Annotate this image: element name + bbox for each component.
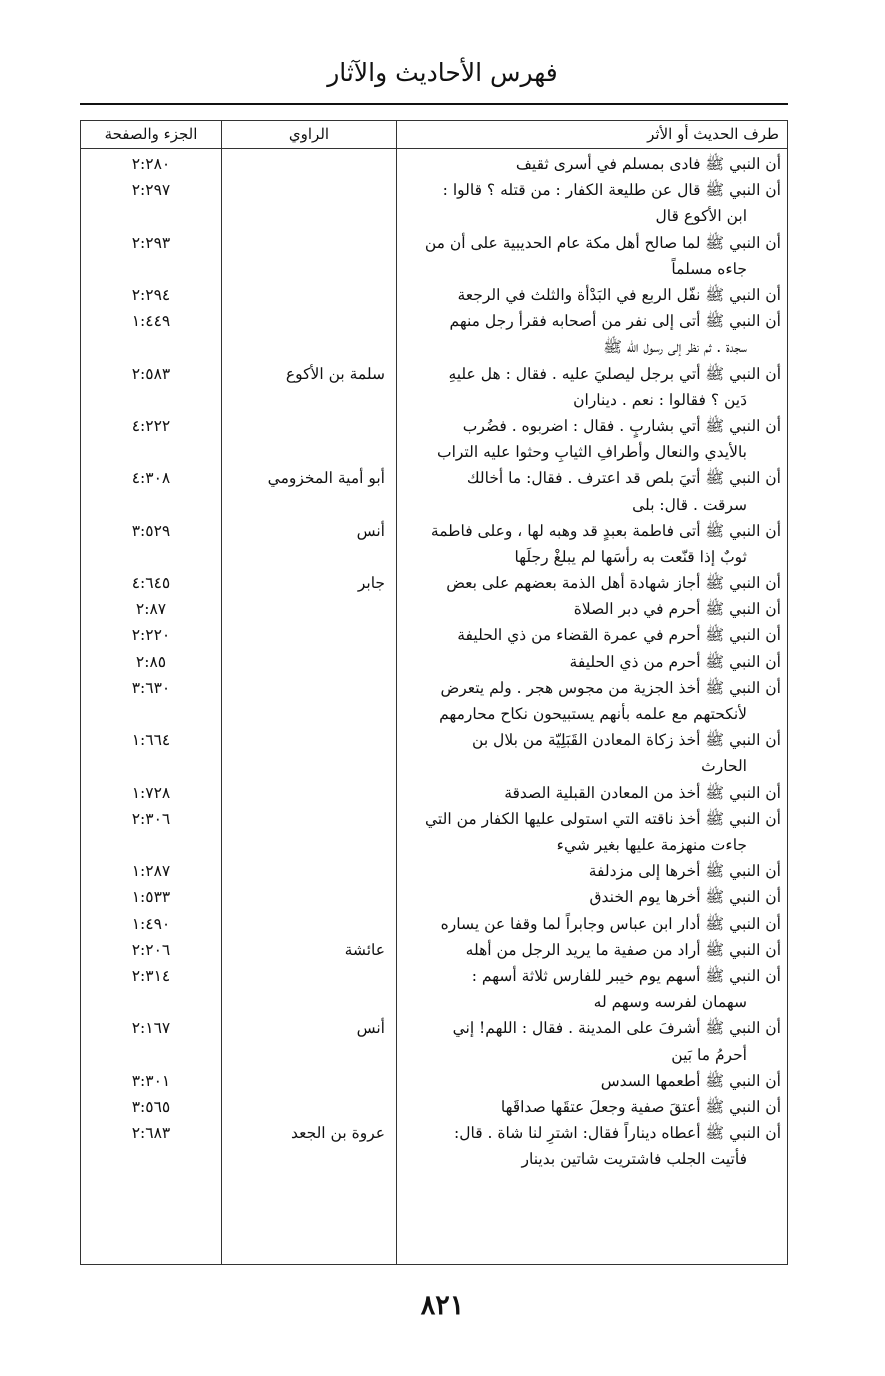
hadith-text-line: أن النبي ﷺ أراد من صفية ما يريد الرجل من أهله [465,940,781,959]
table-row [81,622,787,648]
narrator-cell: عروة بن الجعد [290,1124,385,1143]
hadith-text-continuation: دَين ؟ فقالوا : نعم . ديناران [573,390,747,409]
narrator-cell: أنس [356,1019,385,1038]
volume-page-cell: ٢:٣١٤ [131,966,171,985]
header-divider [81,148,787,149]
narrator-cell: أبو أمية المخزومي [267,469,385,488]
table-row [81,282,787,308]
hadith-text-continuation: ثوبٌ إذا قنّعت به رأسَها لم يبلغْ رجلَها [514,547,747,566]
hadith-text-cell [396,282,781,308]
hadith-text-cell [396,884,781,910]
column-header-text: طرف الحديث أو الأثر [647,125,779,143]
volume-page-cell: ٢:٢٢٠ [131,626,171,645]
table-row [81,858,787,884]
table-row [81,727,787,779]
hadith-text-cell [396,570,781,596]
hadith-text-line: أن النبي ﷺ قال عن طليعة الكفار : من قتله ؟ قالوا : [442,181,781,200]
hadith-text-continuation: سرقت . قال: بلى [632,495,747,514]
hadith-text-cell [396,151,781,177]
hadith-text-line: أن النبي ﷺ أتيَ بلص قد اعترف . فقال: ما أخالك [466,469,781,488]
hadith-text-cell [396,911,781,937]
hadith-text-cell [396,622,781,648]
hadith-text-cell [396,1015,781,1067]
volume-page-cell: ٢:٢٩٤ [131,285,171,304]
volume-page-cell: ١:٦٦٤ [131,731,171,750]
table-row [81,465,787,517]
volume-page-cell: ٣:٦٣٠ [131,678,171,697]
column-header-narrator: الراوي [288,125,330,143]
hadith-text-line: أن النبي ﷺ أخذ الجزية من مجوس هجر . ولم يتعرض [440,678,781,697]
hadith-text-cell [396,361,781,413]
volume-page-cell: ٢:٨٧ [135,600,167,619]
volume-page-cell: ٤:٦٤٥ [131,574,171,593]
table-row [81,649,787,675]
table-row [81,780,787,806]
hadith-text-cell [396,937,781,963]
hadith-text-cell [396,230,781,282]
volume-page-cell: ٢:٥٨٣ [131,364,171,383]
hadith-text-line: أن النبي ﷺ أعطاه ديناراً فقال: اشترِ لنا شاة . قال: [454,1124,781,1143]
hadith-text-continuation: الحارث [701,757,747,776]
table-row [81,1068,787,1094]
hadith-text-cell [396,675,781,727]
volume-page-cell: ٢:٨٥ [135,652,167,671]
hadith-text-line: أن النبي ﷺ لما صالح أهل مكة عام الحديبية على أن من [424,233,781,252]
table-row [81,884,787,910]
volume-page-cell: ١:٧٢٨ [131,783,171,802]
table-row [81,806,787,858]
hadith-text-cell [396,177,781,229]
volume-page-cell: ٣:٣٠١ [131,1071,171,1090]
hadith-text-continuation: سهمان لفرسه وسهم له [593,993,747,1012]
hadith-text-cell [396,308,781,360]
hadith-text-cell [396,649,781,675]
volume-page-cell: ٢:٢٠٦ [131,940,171,959]
hadith-text-line: أن النبي ﷺ نفّل الربع في البَدْأة والثلث في الرجعة [457,285,781,304]
volume-page-cell: ٤:٣٠٨ [131,469,171,488]
hadith-text-cell [396,806,781,858]
hadith-text-line: أن النبي ﷺ أتى إلى نفر من أصحابه فقرأ رجل منهم [449,312,781,331]
hadith-text-line: أن النبي ﷺ أحرم في دبر الصلاة [573,600,781,619]
hadith-text-cell [396,1094,781,1120]
volume-page-cell: ٢:٢٩٧ [131,181,171,200]
page-title: فهرس الأحاديث والآثار [327,58,558,87]
volume-page-cell: ٣:٥٦٥ [131,1097,171,1116]
volume-page-cell: ٢:٣٠٦ [131,809,171,828]
hadith-text-line: أن النبي ﷺ أسهم يوم خيبر للفارس ثلاثة أسهم : [471,966,781,985]
title-divider [80,103,788,105]
hadith-text-continuation: لأنكحتهم مع علمه بأنهم يستبيحون نكاح محارمهم [439,705,747,724]
table-row [81,308,787,360]
column-header-ref: الجزء والصفحة [104,125,198,143]
hadith-text-line: أن النبي ﷺ أخذ زكاة المعادن القَبَلِيّة من بلال بن [472,731,781,750]
table-row [81,937,787,963]
table-row [81,413,787,465]
hadith-text-continuation: ابن الأكوع قال [655,207,747,226]
hadith-text-line: أن النبي ﷺ أخرها إلى مزدلفة [588,862,781,881]
narrator-cell: جابر [357,574,385,593]
volume-page-cell: ١:٤٤٩ [131,312,171,331]
hadith-text-cell [396,518,781,570]
hadith-index-table [80,120,788,1265]
table-row [81,1120,787,1172]
hadith-text-line: أن النبي ﷺ أتي برجل ليصليَ عليه . فقال : هل عليهِ [448,364,781,383]
hadith-text-line: أن النبي ﷺ أخذ من المعادن القبلية الصدقة [504,783,781,802]
hadith-text-continuation: بالأيدي والنعال وأطرافِ الثيابِ وحثوا عليه التراب [436,443,747,462]
volume-page-cell: ١:٥٣٣ [131,888,171,907]
volume-page-cell: ١:٢٨٧ [131,862,171,881]
hadith-text-cell [396,1068,781,1094]
table-row [81,570,787,596]
hadith-text-line: أن النبي ﷺ أخذ ناقته التي استولى عليها الكفار من التي [425,809,781,828]
volume-page-cell: ٢:٢٩٣ [131,233,171,252]
table-row [81,1094,787,1120]
hadith-text-line: أن النبي ﷺ أعتقَ صفية وجعلَ عتقَها صداقَها [500,1097,781,1116]
table-row [81,963,787,1015]
volume-page-cell: ٢:١٦٧ [131,1019,171,1038]
hadith-text-continuation: فأتيت الجلب فاشتريت شاتين بدينار [521,1150,747,1169]
hadith-text-line: أن النبي ﷺ أجاز شهادة أهل الذمة بعضهم على بعض [446,574,781,593]
hadith-text-line: أن النبي ﷺ أخرها يوم الخندق [589,888,781,907]
hadith-text-line: أن النبي ﷺ أدار ابن عباس وجابراً لما وقفا عن يساره [440,914,781,933]
volume-page-cell: ١:٤٩٠ [131,914,171,933]
volume-page-cell: ٢:٦٨٣ [131,1124,171,1143]
table-row [81,675,787,727]
hadith-text-line: أن النبي ﷺ أحرم من ذي الحليفة [569,652,781,671]
table-row [81,361,787,413]
hadith-text-continuation: جاءه مسلماً [671,259,747,278]
hadith-text-cell [396,596,781,622]
hadith-text-continuation: سجدة . ثم نظر إلى رسول الله ﷺ [603,338,747,357]
table-row [81,151,787,177]
narrator-cell: سلمة بن الأكوع [285,364,385,383]
hadith-text-cell [396,1120,781,1172]
table-row [81,911,787,937]
hadith-text-cell [396,780,781,806]
hadith-text-cell [396,465,781,517]
hadith-text-line: أن النبي ﷺ أحرم في عمرة القضاء من ذي الحليفة [457,626,781,645]
hadith-text-continuation: أحرمُ ما بَين [671,1045,747,1064]
hadith-text-line: أن النبي ﷺ أطعمها السدس [600,1071,781,1090]
hadith-text-line: أن النبي ﷺ أتي بشاربٍ . فقال : اضربوه . فضُرب [462,416,781,435]
volume-page-cell: ٤:٢٢٢ [131,416,171,435]
table-body [81,151,787,1173]
volume-page-cell: ٢:٢٨٠ [131,155,171,173]
page-number: ٨٢١ [420,1290,465,1321]
table-row [81,230,787,282]
volume-page-cell: ٣:٥٢٩ [131,521,171,540]
hadith-text-cell [396,413,781,465]
hadith-text-line: أن النبي ﷺ أشرفَ على المدينة . فقال : اللهم! إني [452,1019,781,1038]
hadith-text-cell [396,727,781,779]
narrator-cell: أنس [356,521,385,540]
table-row [81,177,787,229]
hadith-text-cell [396,858,781,884]
narrator-cell: عائشة [344,940,385,959]
table-row [81,1015,787,1067]
table-row [81,596,787,622]
hadith-text-cell [396,963,781,1015]
hadith-text-line: أن النبي ﷺ فادى بمسلم في أسرى ثقيف [515,155,781,173]
hadith-text-continuation: جاءت منهزمة عليها بغير شيء [556,836,747,855]
hadith-text-line: أن النبي ﷺ أتى فاطمة بعبدٍ قد وهبه لها ، وعلى فاطمة [430,521,781,540]
table-row [81,518,787,570]
